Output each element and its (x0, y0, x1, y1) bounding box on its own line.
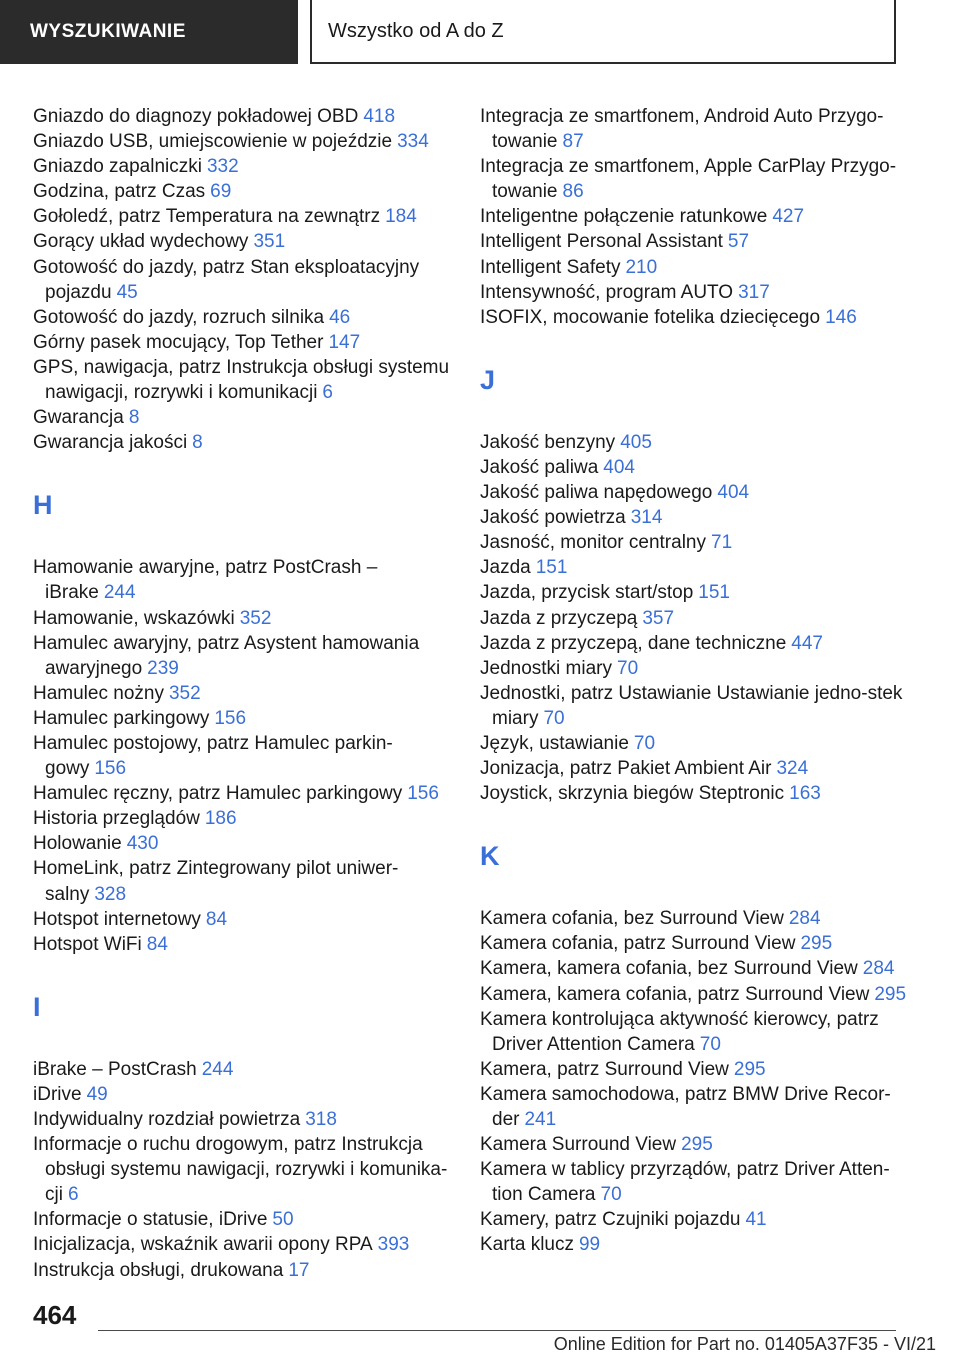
index-entry-text: Gotowość do jazdy, rozruch silnika (33, 306, 325, 328)
page-reference-link[interactable]: 295 (800, 933, 833, 955)
index-entry-text: Jazda z przyczepą, dane techniczne (480, 632, 787, 654)
index-entry (480, 255, 920, 280)
index-letter-heading: I (33, 991, 41, 1022)
index-entry (33, 430, 463, 455)
index-entry-text: Jakość powietrza (480, 507, 626, 529)
page-reference-link[interactable]: 17 (288, 1259, 310, 1281)
index-entry-text: Kamera Surround View (480, 1134, 677, 1156)
index-entry (480, 1157, 920, 1207)
index-entry (480, 931, 920, 956)
index-entry-text: HomeLink, patrz Zintegrowany pilot uniwer-salny (33, 858, 399, 905)
index-entry-text: Inteligentne połączenie ratunkowe (480, 206, 768, 228)
page-reference-link[interactable]: 418 (363, 106, 396, 127)
index-entry-text: Górny pasek mocujący, Top Tether (33, 331, 324, 353)
index-entry (480, 229, 920, 254)
edition-note: Online Edition for Part no. 01405A37F35 - VI/21 (553, 1334, 936, 1354)
index-entry (480, 505, 920, 530)
page-reference-link[interactable]: 332 (206, 156, 239, 178)
index-entry-text: Kamery, patrz Czujniki pojazdu (480, 1209, 741, 1231)
page-reference-link[interactable]: 351 (253, 231, 286, 253)
index-entry-text: Intensywność, program AUTO (480, 281, 734, 303)
page-reference-link[interactable]: 393 (377, 1234, 410, 1256)
page-reference-link[interactable]: 147 (328, 331, 361, 353)
page-reference-link[interactable]: 352 (239, 607, 272, 629)
index-entry (480, 906, 920, 931)
index-entry-text: GPS, nawigacja, patrz Instrukcja obsługi systemu nawigacji, rozrywki i komunikacji (33, 356, 450, 404)
index-entry (480, 280, 920, 305)
page-reference-link[interactable]: 6 (322, 382, 333, 404)
page-reference-link[interactable]: 70 (600, 1184, 622, 1206)
index-entry (33, 1057, 463, 1082)
index-entry-text: Joystick, skrzynia biegów Steptronic (480, 783, 785, 805)
index-entry (33, 154, 463, 179)
index-entry (480, 1132, 920, 1157)
index-entry (33, 555, 463, 605)
index-entry (33, 229, 463, 254)
index-entry (33, 932, 463, 957)
index-entry (480, 606, 920, 631)
index-entry (33, 255, 463, 305)
index-entry (33, 355, 463, 405)
index-entry-text: Integracja ze smartfonem, Apple CarPlay Przygo-towanie (480, 156, 897, 203)
page-reference-link[interactable]: 84 (205, 908, 228, 930)
page-reference-link[interactable]: 57 (727, 231, 750, 253)
page-header (0, 0, 960, 66)
index-entry (33, 1258, 463, 1283)
index-entry (480, 1007, 920, 1057)
section-tab (0, 0, 298, 64)
page-reference-link[interactable]: 210 (625, 256, 658, 278)
index-entry-text: Kamera samochodowa, patrz BMW Drive Recor-der (480, 1083, 891, 1130)
index-entry (33, 104, 463, 129)
index-entry (33, 204, 463, 229)
page-reference-link[interactable]: 295 (874, 983, 907, 1005)
index-entry-text: Instrukcja obsługi, drukowana (33, 1259, 284, 1281)
page-reference-link[interactable]: 41 (745, 1209, 767, 1231)
index-entry-text: Gniazdo USB, umiejscowienie w pojeździe (33, 131, 393, 153)
index-entry (480, 982, 920, 1007)
page-reference-link[interactable]: 295 (733, 1058, 766, 1080)
page-reference-link[interactable]: 99 (578, 1234, 601, 1256)
page-reference-link[interactable]: 314 (630, 507, 663, 529)
index-entry (480, 580, 920, 605)
index-entry (480, 656, 920, 681)
page-reference-link[interactable]: 49 (86, 1083, 108, 1105)
index-entry (33, 731, 463, 781)
page-reference-link[interactable]: 87 (562, 131, 584, 153)
index-entry-text: Indywidualny rozdział powietrza (33, 1109, 301, 1130)
index-entry-text: ISOFIX, mocowanie fotelika dziecięcego (480, 306, 821, 328)
index-entry (33, 179, 463, 204)
index-entry (33, 681, 463, 706)
index-entry (480, 305, 920, 330)
index-entry-text: Jakość benzyny (480, 431, 616, 453)
index-entry-text: Intelligent Personal Assistant (480, 231, 723, 253)
index-letter-heading: J (480, 364, 496, 395)
footer-divider (98, 1330, 896, 1331)
page-reference-link[interactable]: 70 (633, 732, 656, 754)
page-reference-link[interactable]: 184 (385, 206, 417, 228)
index-entry-text: Jednostki, patrz Ustawianie Ustawianie jedno-stek miary (480, 682, 903, 729)
page-reference-link[interactable]: 6 (67, 1184, 79, 1206)
page-reference-link[interactable]: 404 (603, 456, 635, 478)
index-entry-text: Jakość paliwa (480, 456, 599, 478)
index-entry (33, 330, 463, 355)
index-entry-text: Jakość paliwa napędowego (480, 482, 713, 504)
index-entry (480, 1207, 920, 1232)
index-entry-text: Informacje o ruchu drogowym, patrz Instrukcja obsługi systemu nawigacji, rozrywki i komunika-cji (33, 1134, 448, 1206)
index-entry-text: Hamulec postojowy, patrz Hamulec parkin-gowy (33, 732, 393, 780)
page-reference-link[interactable]: 244 (201, 1058, 234, 1080)
page-reference-link[interactable]: 334 (397, 131, 429, 153)
index-entry (480, 956, 920, 981)
index-entry-text: Holowanie (33, 833, 122, 855)
index-column-left (33, 104, 463, 1283)
page-reference-link[interactable]: 163 (789, 783, 821, 805)
index-entry (480, 756, 920, 781)
index-entry-text: Godzina, patrz Czas (33, 181, 206, 203)
page-reference-link[interactable]: 86 (562, 181, 584, 203)
page-reference-link[interactable]: 84 (146, 933, 168, 955)
index-entry-text: Gwarancja jakości (33, 432, 188, 454)
index-entry-text: Kamera, patrz Surround View (480, 1058, 729, 1080)
page-reference-link[interactable]: 284 (788, 908, 821, 930)
index-entry-text: Karta klucz (480, 1234, 574, 1256)
page-reference-link[interactable]: 318 (305, 1109, 337, 1130)
page-reference-link[interactable]: 241 (524, 1109, 557, 1130)
index-entry (33, 1082, 463, 1107)
page-reference-link[interactable]: 404 (717, 482, 750, 504)
index-entry-text: Kamera cofania, bez Surround View (480, 908, 784, 930)
index-entry-text: iBrake – PostCrash (33, 1058, 197, 1080)
index-entry (480, 555, 920, 580)
index-entry-text: Kamera, kamera cofania, patrz Surround View (480, 983, 870, 1005)
index-entry-text: Kamera, kamera cofania, bez Surround View (480, 958, 858, 980)
index-entry (480, 1232, 920, 1257)
index-entry-text: Hamulec nożny (33, 682, 164, 704)
index-entry (480, 104, 920, 154)
index-entry (33, 806, 463, 831)
index-entry (480, 154, 920, 204)
index-entry-text: Gniazdo do diagnozy pokładowej OBD (33, 106, 359, 127)
index-entry (480, 430, 920, 455)
index-entry-text: Jonizacja, patrz Pakiet Ambient Air (480, 758, 772, 780)
page-number: 464 (33, 1300, 77, 1330)
index-entry-text: Intelligent Safety (480, 256, 621, 278)
index-entry-text: Gorący układ wydechowy (33, 231, 249, 253)
index-entry-text: Historia przeglądów (33, 808, 200, 830)
page-reference-link[interactable]: 70 (617, 657, 639, 679)
index-entry (33, 631, 463, 681)
index-entry (480, 1082, 920, 1132)
index-entry-text: Inicjalizacja, wskaźnik awarii opony RPA (33, 1234, 373, 1256)
index-entry (33, 907, 463, 932)
index-entry-text: Hamulec parkingowy (33, 707, 210, 729)
index-entry (33, 856, 463, 906)
chapter-title-tab (310, 0, 896, 64)
index-entry-text: Język, ustawianie (480, 732, 629, 754)
index-entry-text: Hamulec awaryjny, patrz Asystent hamowania awaryjnego (33, 632, 420, 679)
index-letter-heading: H (33, 490, 53, 521)
index-entry (33, 706, 463, 731)
index-entry-text: Kamera cofania, patrz Surround View (480, 933, 796, 955)
index-entry (33, 1232, 463, 1257)
page-reference-link[interactable]: 156 (407, 783, 439, 805)
page-reference-link[interactable]: 156 (214, 707, 247, 729)
page-reference-link[interactable]: 71 (711, 532, 733, 554)
index-entry-text: Kamera kontrolująca aktywność kierowcy, patrz Driver Attention Camera (480, 1008, 879, 1055)
index-entry-text: Hotspot internetowy (33, 908, 201, 930)
index-entry-text: Gołoledź, patrz Temperatura na zewnątrz (33, 206, 381, 228)
index-entry-text: Hamowanie, wskazówki (33, 607, 235, 629)
page-reference-link[interactable]: 427 (772, 206, 805, 228)
index-entry (33, 606, 463, 631)
page-reference-link[interactable]: 46 (329, 306, 351, 328)
page-reference-link[interactable]: 156 (94, 758, 127, 780)
index-entry-text: iDrive (33, 1083, 82, 1105)
index-entry-text: Gniazdo zapalniczki (33, 156, 202, 178)
section-label: WYSZUKIWANIE (30, 21, 186, 42)
page-reference-link[interactable]: 328 (94, 883, 127, 905)
index-entry (33, 1132, 463, 1207)
index-entry-text: Gotowość do jazdy, patrz Stan eksploatacyjny pojazdu (33, 256, 420, 303)
index-entry (33, 1207, 463, 1232)
page-reference-link[interactable]: 357 (642, 607, 675, 629)
page-reference-link[interactable]: 244 (103, 582, 136, 604)
index-entry (480, 455, 920, 480)
index-entry (480, 204, 920, 229)
index-entry-text: Hotspot WiFi (33, 933, 142, 955)
index-entry (33, 831, 463, 856)
index-entry-text: Jasność, monitor centralny (480, 532, 706, 554)
page-reference-link[interactable]: 70 (543, 707, 565, 729)
index-entry (480, 731, 920, 756)
index-entry-text: Hamulec ręczny, patrz Hamulec parkingowy (33, 783, 403, 805)
page-reference-link[interactable]: 151 (535, 557, 568, 579)
index-entry-text: Kamera w tablicy przyrządów, patrz Driver Atten-tion Camera (480, 1159, 890, 1206)
index-entry-text: Jazda, przycisk start/stop (480, 582, 694, 604)
index-entry (480, 1057, 920, 1082)
index-entry (480, 480, 920, 505)
index-column-right (480, 104, 920, 1258)
index-entry (33, 405, 463, 430)
page-reference-link[interactable]: 447 (791, 632, 823, 654)
page-reference-link[interactable]: 50 (272, 1209, 294, 1231)
page-reference-link[interactable]: 45 (116, 281, 138, 303)
page-reference-link[interactable]: 146 (825, 306, 857, 328)
index-entry-text: Hamowanie awaryjne, patrz PostCrash – iBrake (33, 557, 378, 604)
index-entry (33, 1107, 463, 1132)
page-reference-link[interactable]: 405 (620, 431, 652, 453)
index-entry-text: Jazda z przyczepą (480, 607, 638, 629)
index-entry-text: Gwarancja (33, 407, 124, 429)
page-reference-link[interactable]: 352 (168, 682, 201, 704)
page-reference-link[interactable]: 239 (147, 657, 179, 679)
index-entry (33, 781, 463, 806)
page-reference-link[interactable]: 69 (210, 181, 232, 203)
index-entry-text: Integracja ze smartfonem, Android Auto Przygo-towanie (480, 106, 884, 153)
index-entry-text: Jazda (480, 557, 531, 579)
page-reference-link[interactable]: 8 (192, 432, 203, 454)
page-reference-link[interactable]: 317 (738, 281, 770, 303)
index-entry (480, 631, 920, 656)
page-reference-link[interactable]: 70 (699, 1033, 721, 1055)
page-reference-link[interactable]: 295 (681, 1134, 713, 1156)
index-entry (480, 681, 920, 731)
page-reference-link[interactable]: 8 (128, 407, 140, 429)
index-entry-text: Jednostki miary (480, 657, 612, 679)
index-entry (480, 781, 920, 806)
index-entry (33, 129, 463, 154)
index-entry (33, 305, 463, 330)
page-reference-link[interactable]: 151 (698, 582, 730, 604)
index-entry-text: Informacje o statusie, iDrive (33, 1209, 268, 1231)
index-entry (480, 530, 920, 555)
index-letter-heading: K (480, 841, 500, 872)
page-reference-link[interactable]: 284 (862, 958, 895, 980)
page-reference-link[interactable]: 324 (776, 758, 809, 780)
page-reference-link[interactable]: 186 (204, 808, 237, 830)
chapter-title: Wszystko od A do Z (328, 19, 504, 42)
page-reference-link[interactable]: 430 (126, 833, 159, 855)
